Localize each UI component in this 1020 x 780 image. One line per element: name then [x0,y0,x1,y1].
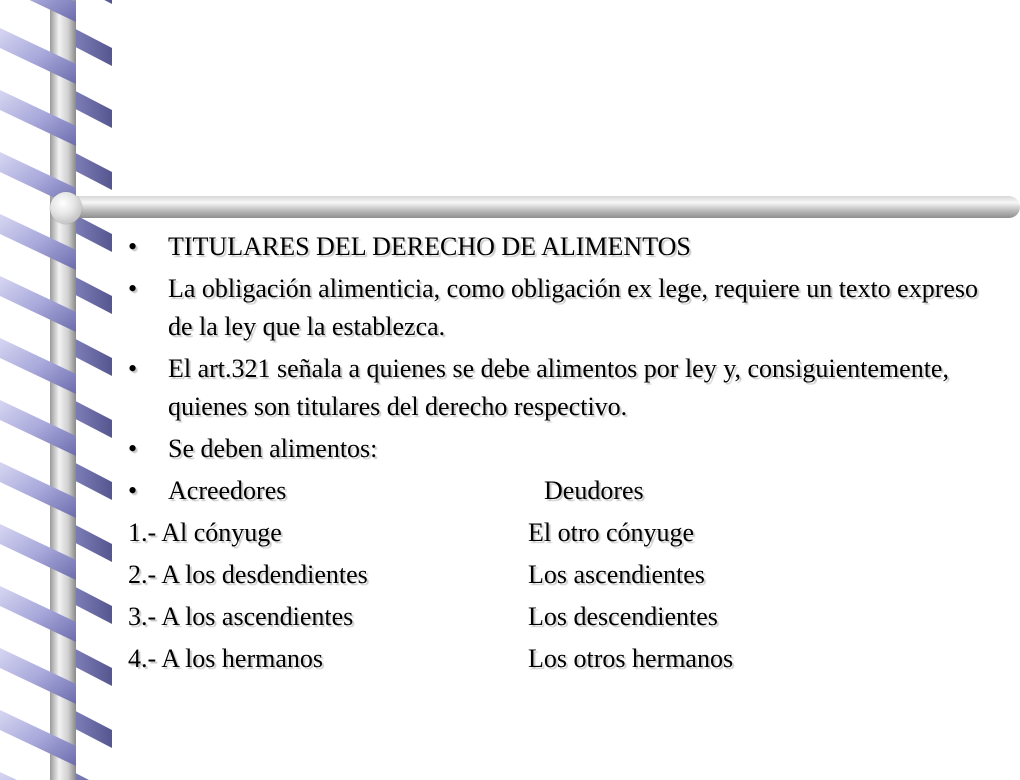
bullet-dot: • [128,434,138,463]
header-deudores: Deudores [544,476,644,505]
table-row [128,514,1008,552]
table-header-row [128,472,1008,510]
creditor-cell: 2.- A los desdendientes [128,560,368,589]
bullet-text: Se deben alimentos: [168,434,378,463]
debtor-cell: Los descendientes [528,602,718,631]
bullet-item [128,228,1008,266]
bullet-text: La obligación alimenticia, como obligación ex lege, requiere un texto expreso de la ley que la establezca. [168,274,979,341]
bullet-dot: • [128,274,138,303]
header-acreedores: Acreedores [168,476,287,505]
bullet-text: El art.321 señala a quienes se debe alimentos por ley y, consiguientemente, quienes son titulares del derecho respectivo. [168,354,949,421]
debtor-cell: Los ascendientes [528,560,705,589]
table-row [128,556,1008,594]
creditor-cell: 4.- A los hermanos [128,644,323,673]
slide-body [128,228,1008,682]
creditor-cell: 1.- Al cónyuge [128,518,282,547]
header-left-cell [128,472,544,510]
table-row [128,598,1008,636]
debtor-cell: Los otros hermanos [528,644,734,673]
bullet-dot: • [128,476,138,505]
creditor-cell: 3.- A los ascendientes [128,602,354,631]
decorative-ribbon [0,0,120,780]
bullet-item [128,430,1008,468]
bullet-dot: • [128,232,138,261]
rule-knob [50,192,82,224]
bullet-item [128,350,1008,426]
debtor-cell: El otro cónyuge [528,518,695,547]
bullet-dot: • [128,354,138,383]
bullet-item [128,270,1008,346]
horizontal-rule [56,196,1020,218]
bullet-heading: TITULARES DEL DERECHO DE ALIMENTOS [168,232,691,261]
table-row [128,640,1008,678]
